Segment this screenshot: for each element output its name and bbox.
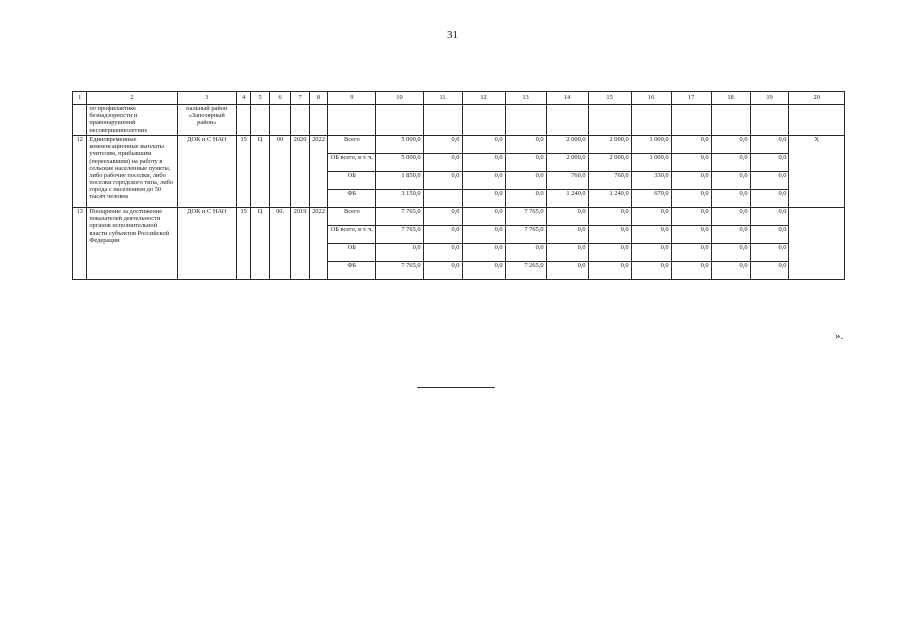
amount-cell: 0,0 (423, 208, 462, 226)
amount-cell: 0,0 (711, 208, 750, 226)
start-year: 2019 (291, 208, 309, 280)
amount-cell: 0,0 (462, 136, 505, 154)
funding-source: ОБ (328, 172, 376, 190)
column-number-6: 6 (269, 92, 291, 105)
column-number-8: 8 (309, 92, 327, 105)
amount-cell: 1 000,0 (631, 154, 671, 172)
amount-cell: 0,0 (462, 154, 505, 172)
amount-cell: 2 000,0 (546, 136, 588, 154)
amount-cell: 0,0 (671, 226, 711, 244)
code-col-5: Ц (251, 136, 269, 208)
amount-cell: 0,0 (750, 172, 789, 190)
amount-cell: 0,0 (546, 262, 588, 280)
amount-cell: 0,0 (423, 136, 462, 154)
amount-cell: 0,0 (750, 136, 789, 154)
end-year: 2022 (309, 208, 327, 280)
continuation-name-cell: по профилактике безнадзорности и правонарушений несовершеннолетних (87, 105, 177, 136)
amount-cell: 760,0 (588, 172, 631, 190)
amount-cell: 0,0 (546, 244, 588, 262)
amount-cell: 0,0 (711, 226, 750, 244)
page-number: 31 (447, 29, 458, 41)
column-number-18: 18 (711, 92, 750, 105)
amount-cell: 7 765,0 (376, 208, 423, 226)
continuation-executor-cell: пальный район «Заполярный район» (177, 105, 236, 136)
amount-cell: 0,0 (462, 172, 505, 190)
code-col-4: 15 (237, 208, 251, 280)
measure-name: Поощрение за достижение показателей деятельности органов исполнительной власти субъектов Российской Федерации (87, 208, 177, 280)
amount-cell: 0,0 (711, 190, 750, 208)
amount-cell: 0,0 (671, 154, 711, 172)
amount-cell: 0,0 (711, 154, 750, 172)
amount-cell: 0,0 (671, 190, 711, 208)
amount-cell: 0,0 (588, 208, 631, 226)
table-row (73, 136, 845, 154)
amount-cell: 0,0 (423, 172, 462, 190)
column-number-14: 14 (546, 92, 588, 105)
amount-cell: 2 000,0 (546, 154, 588, 172)
amount-cell: 0,0 (750, 190, 789, 208)
amount-cell: 7 765,0 (505, 208, 546, 226)
amount-cell: 0,0 (588, 226, 631, 244)
amount-cell: 0,0 (546, 208, 588, 226)
executor: ДОК и С НАО (177, 208, 236, 280)
amount-cell: 1 240,0 (588, 190, 631, 208)
amount-cell: 0,0 (750, 226, 789, 244)
executor: ДОК и С НАО (177, 136, 236, 208)
amount-cell: 0,0 (462, 208, 505, 226)
amount-cell: 0,0 (588, 262, 631, 280)
funding-source: ОБ всего, в т. ч. (328, 154, 376, 172)
measure-name: Единовременные компенсационные выплаты учителям, прибывшим (переехавшим) на работу в сельские населенные пункты, либо рабочие поселки, либо поселки городского типа, либо города с населением до 50 тысяч человек (87, 136, 177, 208)
result-col-20 (789, 208, 845, 280)
amount-cell: 0,0 (505, 172, 546, 190)
budget-table (72, 91, 845, 280)
funding-source: Всего (328, 136, 376, 154)
amount-cell: 330,0 (631, 172, 671, 190)
column-number-4: 4 (237, 92, 251, 105)
code-col-6: 00. (269, 208, 291, 280)
footer-rule (417, 387, 495, 388)
amount-cell: 0,0 (631, 262, 671, 280)
amount-cell: 7 765,0 (505, 226, 546, 244)
amount-cell: 0,0 (671, 136, 711, 154)
amount-cell: 0,0 (423, 262, 462, 280)
amount-cell: 0,0 (423, 244, 462, 262)
funding-source: ОБ всего, в т. ч. (328, 226, 376, 244)
amount-cell (423, 190, 462, 208)
column-number-17: 17 (671, 92, 711, 105)
column-number-10: 10 (376, 92, 423, 105)
column-number-5: 5 (251, 92, 269, 105)
amount-cell: 0,0 (671, 262, 711, 280)
amount-cell: 0,0 (711, 244, 750, 262)
table-row (73, 208, 845, 226)
amount-cell: 7 765,0 (376, 262, 423, 280)
amount-cell: 0,0 (423, 226, 462, 244)
amount-cell: 0,0 (750, 154, 789, 172)
result-col-20: Х (789, 136, 845, 208)
start-year: 2020 (291, 136, 309, 208)
funding-source: Всего (328, 208, 376, 226)
amount-cell: 0,0 (631, 226, 671, 244)
amount-cell: 0,0 (750, 262, 789, 280)
amount-cell: 0,0 (462, 226, 505, 244)
funding-source: ОБ (328, 244, 376, 262)
code-col-6: 00 (269, 136, 291, 208)
column-number-13: 13 (505, 92, 546, 105)
amount-cell: 5 000,0 (376, 154, 423, 172)
column-number-1: 1 (73, 92, 87, 105)
column-number-16: 16 (631, 92, 671, 105)
amount-cell: 0,0 (505, 154, 546, 172)
code-col-4: 15 (237, 136, 251, 208)
column-number-12: 12 (462, 92, 505, 105)
column-number-2: 2 (87, 92, 177, 105)
amount-cell: 0,0 (631, 208, 671, 226)
amount-cell: 0,0 (462, 244, 505, 262)
column-number-15: 15 (588, 92, 631, 105)
end-quote-mark: ». (835, 330, 844, 342)
end-year: 2022 (309, 136, 327, 208)
amount-cell: 0,0 (423, 154, 462, 172)
amount-cell: 0,0 (671, 244, 711, 262)
column-number-7: 7 (291, 92, 309, 105)
column-number-19: 19 (750, 92, 789, 105)
amount-cell: 3 150,0 (376, 190, 423, 208)
amount-cell: 0,0 (505, 190, 546, 208)
column-number-9: 9 (328, 92, 376, 105)
amount-cell: 0,0 (671, 172, 711, 190)
amount-cell: 5 000,0 (376, 136, 423, 154)
amount-cell: 1 000,0 (631, 136, 671, 154)
amount-cell: 0,0 (505, 244, 546, 262)
amount-cell: 0,0 (671, 208, 711, 226)
amount-cell: 7 765,0 (376, 226, 423, 244)
amount-cell: 670,0 (631, 190, 671, 208)
funding-source: ФБ (328, 262, 376, 280)
amount-cell: 0,0 (588, 244, 631, 262)
amount-cell: 2 000,0 (588, 154, 631, 172)
amount-cell: 1 240,0 (546, 190, 588, 208)
amount-cell: 0,0 (462, 262, 505, 280)
amount-cell: 1 850,0 (376, 172, 423, 190)
continuation-row (73, 105, 845, 136)
amount-cell: 0,0 (711, 172, 750, 190)
funding-source: ФБ (328, 190, 376, 208)
column-number-20: 20 (789, 92, 845, 105)
amount-cell: 0,0 (711, 262, 750, 280)
amount-cell: 0,0 (711, 136, 750, 154)
column-number-3: 3 (177, 92, 236, 105)
amount-cell: 760,0 (546, 172, 588, 190)
table-body (73, 92, 845, 280)
amount-cell: 0,0 (376, 244, 423, 262)
amount-cell: 0,0 (546, 226, 588, 244)
row-number: 13 (73, 208, 87, 280)
row-number: 12 (73, 136, 87, 208)
amount-cell: 0,0 (750, 208, 789, 226)
amount-cell: 2 000,0 (588, 136, 631, 154)
column-number-row (73, 92, 845, 105)
code-col-5: Ц (251, 208, 269, 280)
amount-cell: 7 265,0 (505, 262, 546, 280)
amount-cell: 0,0 (462, 190, 505, 208)
amount-cell: 0,0 (750, 244, 789, 262)
column-number-11: 11 (423, 92, 462, 105)
amount-cell: 0,0 (505, 136, 546, 154)
amount-cell: 0,0 (631, 244, 671, 262)
